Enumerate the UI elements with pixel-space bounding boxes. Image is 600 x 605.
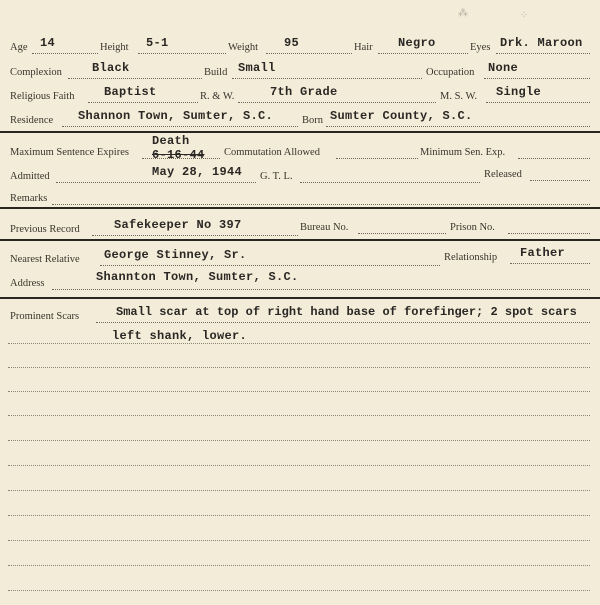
blank-line (8, 343, 590, 344)
max-sentence-value-line1: Death (152, 134, 190, 148)
blank-line (8, 415, 590, 416)
born-value: Sumter County, S.C. (330, 109, 473, 123)
blank-line (8, 465, 590, 466)
eyes-value: Drk. Maroon (500, 36, 583, 50)
hair-label: Hair (354, 42, 373, 53)
eyes-label: Eyes (470, 42, 491, 53)
weight-value: 95 (284, 36, 300, 50)
occupation-value: None (488, 61, 519, 75)
scars-value-line2: left shank, lower. (112, 329, 248, 343)
section-divider (0, 239, 600, 241)
commutation-label: Commutation Allowed (224, 147, 320, 158)
complexion-value: Black (92, 61, 130, 75)
msw-label: M. S. W. (440, 91, 478, 102)
prominent-scars-label: Prominent Scars (10, 311, 80, 322)
residence-value: Shannon Town, Sumter, S.C. (78, 109, 274, 123)
section-divider (0, 297, 600, 299)
section-divider (0, 207, 600, 209)
released-label: Released (484, 169, 522, 180)
blank-line (8, 367, 590, 368)
nearest-relative-label: Nearest Relative (10, 254, 80, 265)
prison-no-label: Prison No. (450, 222, 495, 233)
relationship-label: Relationship (444, 252, 498, 263)
blank-line (8, 565, 590, 566)
admitted-value: May 28, 1944 (152, 165, 243, 179)
religious-faith-label: Religious Faith (10, 91, 75, 102)
rw-label: R. & W. (200, 91, 235, 102)
address-label: Address (10, 278, 45, 289)
msw-value: Single (496, 85, 542, 99)
smudge-mark: ⁂ (458, 8, 468, 19)
blank-line (8, 540, 590, 541)
weight-label: Weight (228, 42, 259, 53)
blank-line (8, 590, 590, 591)
hair-value: Negro (398, 36, 436, 50)
rw-value: 7th Grade (270, 85, 338, 99)
smudge-mark: ⁘ (520, 10, 529, 21)
bureau-no-label: Bureau No. (300, 222, 349, 233)
religious-faith-value: Baptist (104, 85, 157, 99)
max-sentence-label: Maximum Sentence Expires (10, 147, 129, 158)
scars-value-line1: Small scar at top of right hand base of forefinger; 2 spot scars (116, 305, 577, 319)
remarks-label: Remarks (10, 193, 48, 204)
min-sen-label: Minimum Sen. Exp. (420, 147, 506, 158)
born-label: Born (302, 115, 323, 126)
relationship-value: Father (520, 246, 566, 260)
blank-line (8, 490, 590, 491)
gtl-label: G. T. L. (260, 171, 293, 182)
residence-label: Residence (10, 115, 54, 126)
occupation-label: Occupation (426, 67, 475, 78)
admitted-label: Admitted (10, 171, 50, 182)
max-sentence-value-line2: 6-16-44 (152, 148, 205, 162)
blank-line (8, 391, 590, 392)
build-label: Build (204, 67, 228, 78)
age-label: Age (10, 42, 28, 53)
build-value: Small (238, 61, 276, 75)
complexion-label: Complexion (10, 67, 62, 78)
height-label: Height (100, 42, 129, 53)
age-value: 14 (40, 36, 56, 50)
previous-record-value: Safekeeper No 397 (114, 218, 242, 232)
height-value: 5-1 (146, 36, 169, 50)
blank-line (8, 515, 590, 516)
blank-line (8, 440, 590, 441)
address-value: Shannton Town, Sumter, S.C. (96, 270, 299, 284)
nearest-relative-value: George Stinney, Sr. (104, 248, 247, 262)
previous-record-label: Previous Record (10, 224, 80, 235)
section-divider (0, 131, 600, 133)
